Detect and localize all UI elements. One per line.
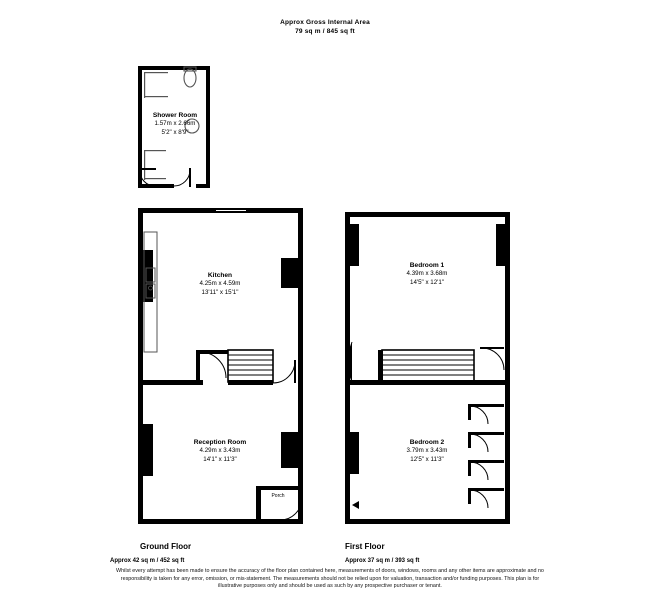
reception-room-name: Reception Room	[193, 439, 247, 446]
room-label-shower-room	[110, 112, 240, 137]
porch-name: Porch	[271, 493, 285, 499]
plan-header-line1: Approx Gross Internal Area	[280, 19, 370, 26]
room-label-porch	[255, 493, 301, 499]
reception-room-metric: 4.29m x 3.43m	[199, 447, 241, 455]
reception-room-imperial: 14'1" x 11'3"	[203, 455, 237, 463]
kitchen-name: Kitchen	[207, 272, 233, 279]
first-floor-area: Approx 37 sq m / 393 sq ft	[345, 558, 420, 564]
room-label-reception-room	[155, 439, 285, 464]
first-floor-title: First Floor	[345, 542, 385, 551]
shower-room-imperial: 5'2" x 8'9"	[161, 128, 189, 136]
room-label-kitchen	[155, 272, 285, 297]
kitchen-metric: 4.25m x 4.59m	[199, 280, 241, 288]
disclaimer-text: Whilst every attempt has been made to ensure the accuracy of the floor plan contained here, measurements of doors, windows, rooms and any other items are approximate and no responsibility is taken for any error, omission, or mis-statement. The measurements should not be relied upon for valuation, transaction and/or funding purposes. This plan is for illustrative purposes only and should be used as such by any prospective purchaser or tenant.	[116, 568, 544, 590]
bedroom-1-imperial: 14'5" x 12'1"	[410, 278, 444, 286]
room-label-bedroom-1	[362, 262, 492, 287]
first-floor-plan	[345, 212, 510, 524]
room-label-bedroom-2	[362, 439, 492, 464]
plan-header-line2: 79 sq m / 845 sq ft	[295, 28, 355, 35]
bedroom-2-imperial: 12'5" x 11'3"	[410, 455, 444, 463]
ground-floor-area: Approx 42 sq m / 452 sq ft	[110, 558, 185, 564]
bedroom-1-metric: 4.39m x 3.68m	[406, 270, 448, 278]
bedroom-2-metric: 3.79m x 3.43m	[406, 447, 448, 455]
ground-floor-title: Ground Floor	[140, 542, 192, 551]
kitchen-imperial: 13'11" x 15'1"	[201, 288, 239, 296]
shower-room-name: Shower Room	[152, 112, 198, 119]
bedroom-2-name: Bedroom 2	[409, 439, 445, 446]
bedroom-1-name: Bedroom 1	[409, 262, 445, 269]
shower-room-metric: 1.57m x 2.66m	[154, 120, 196, 128]
ground-main-structure	[138, 208, 303, 524]
